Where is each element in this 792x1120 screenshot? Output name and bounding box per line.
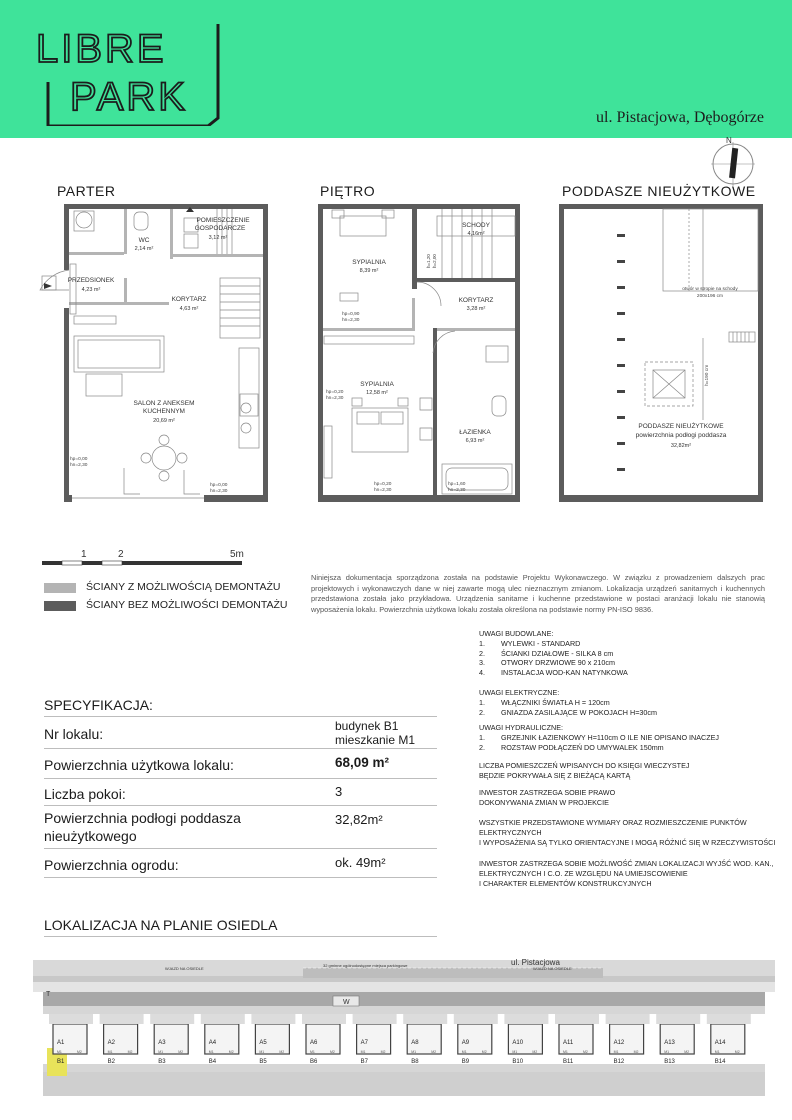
uwagi-bud-item: 1. WYLEWKI - STANDARD xyxy=(479,638,581,648)
spec-row-pu xyxy=(44,749,437,779)
poddasze-area: 32,82m² xyxy=(670,443,692,449)
site-unit-garden xyxy=(555,1014,599,1024)
parter-kor-area: 4,63 m² xyxy=(179,306,199,312)
site-wjazd1: WJAZD NA OSIEDLE xyxy=(165,966,204,971)
uwagi-hyd-item: 2. ROZSTAW PODŁĄCZEŃ DO UMYWALEK 150mm xyxy=(479,742,664,752)
uwagi-p2b: DOKONYWANIA ZMIAN W PROJEKCIE xyxy=(479,798,609,808)
site-unit-label-bottom: B8 xyxy=(411,1059,419,1065)
pietro-kor-name: KORYTARZ xyxy=(458,297,494,304)
spec-nr-val2: mieszkanie M1 xyxy=(335,733,416,747)
location-divider xyxy=(44,936,437,937)
uwagi-bud-item: 2. ŚCIANKI DZIAŁOWE - SILKA 8 cm xyxy=(479,648,614,658)
parter-hp1b: hn=2,30 xyxy=(70,463,88,468)
site-street: ul. Pistacjowa xyxy=(511,958,560,967)
spec-ogrod-val: ok. 49m² xyxy=(335,855,386,870)
libre-park-logo xyxy=(30,22,226,126)
uwagi-bud-item: 4. INSTALACJA WOD-KAN NATYNKOWA xyxy=(479,668,628,678)
spec-ogrod-label: Powierzchnia ogrodu: xyxy=(44,857,179,873)
pietro-floor-plan xyxy=(312,198,524,508)
site-label-w: W xyxy=(343,999,350,1006)
spec-pokoje-val: 3 xyxy=(335,784,343,799)
site-unit-garden xyxy=(504,1014,548,1024)
parter-hp1a: hp=0,00 xyxy=(70,457,88,462)
parter-przed-area: 4,23 m² xyxy=(81,287,101,293)
poddasze-h-label: h=190 cm xyxy=(705,364,710,386)
poddasze-otwor1: otwór w stropie na schody xyxy=(682,287,738,292)
site-unit-label-bottom: B2 xyxy=(107,1059,115,1065)
site-unit-label-bottom: B3 xyxy=(158,1059,166,1065)
site-unit-m2: M2 xyxy=(481,1050,487,1054)
pietro-kor-area: 3,28 m² xyxy=(466,306,486,312)
site-unit-label-top: A2 xyxy=(107,1040,115,1046)
site-unit-m1: M1 xyxy=(208,1050,214,1054)
spec-row-ogrod xyxy=(44,849,437,878)
poddasze-floor-plan xyxy=(553,198,769,508)
logo-line-1: LIBRE xyxy=(36,27,167,71)
pietro-laz-name: ŁAZIENKA xyxy=(459,429,491,436)
parter-salon-name1: SALON Z ANEKSEM xyxy=(133,400,195,407)
spec-pokoje-label: Liczba pokoi: xyxy=(44,786,126,802)
site-unit-garden xyxy=(606,1014,650,1024)
site-unit-m1: M1 xyxy=(714,1050,720,1054)
pietro-hp1a: hp=0,90 xyxy=(342,312,360,317)
compass-n: N xyxy=(726,136,732,145)
site-unit-label-bottom: B1 xyxy=(57,1059,65,1065)
parter-floor-plan xyxy=(34,198,274,508)
spec-pu-label: Powierzchnia użytkowa lokalu: xyxy=(44,757,234,773)
site-unit-m2: M2 xyxy=(228,1050,234,1054)
uwagi-p3b: I WYPOSAŻENIA SĄ TYLKO ORIENTACYJNE I MOGĄ RÓŻNIĆ SIĘ W RZECZYWISTOŚCI xyxy=(479,837,776,847)
site-unit-label-top: A12 xyxy=(613,1040,625,1046)
site-unit-label-top: A4 xyxy=(208,1040,217,1046)
site-unit-label-bottom: B11 xyxy=(563,1059,574,1065)
poddasze-name1: PODDASZE NIEUŻYTKOWE xyxy=(638,423,724,430)
parter-wc-area: 2,14 m² xyxy=(134,246,154,252)
parter-pom-area: 3,12 m² xyxy=(208,235,228,241)
site-unit-garden xyxy=(656,1014,700,1024)
site-unit-m1: M1 xyxy=(360,1050,366,1054)
spec-nr-val1: budynek B1 xyxy=(335,719,399,733)
site-unit-garden xyxy=(201,1014,245,1024)
parter-kor-name: KORYTARZ xyxy=(171,296,207,303)
pietro-syp1-name: SYPIALNIA xyxy=(352,259,386,266)
site-unit-label-bottom: B7 xyxy=(360,1059,368,1065)
site-unit-m2: M2 xyxy=(279,1050,285,1054)
pietro-hp4a: hp=1,60 xyxy=(448,482,466,487)
spec-podd-label2: nieużytkowego xyxy=(44,828,137,844)
site-unit-label-bottom: B6 xyxy=(310,1059,318,1065)
site-unit-garden xyxy=(100,1014,144,1024)
section-title-pietro: PIĘTRO xyxy=(320,183,376,199)
site-unit-garden xyxy=(49,1014,93,1024)
pietro-syp1-area: 8,39 m² xyxy=(359,268,379,274)
site-unit-label-bottom: B4 xyxy=(208,1059,217,1065)
site-unit-garden xyxy=(707,1014,751,1024)
spec-row-nr xyxy=(44,716,437,749)
site-unit-label-top: A6 xyxy=(310,1040,318,1046)
site-unit-label-top: A14 xyxy=(714,1040,726,1046)
site-unit-m2: M2 xyxy=(734,1050,740,1054)
spec-nr-label: Nr lokalu: xyxy=(44,726,104,742)
scale-bar xyxy=(40,548,270,570)
site-unit-m2: M2 xyxy=(77,1050,82,1054)
spec-pu-val: 68,09 m² xyxy=(335,755,390,770)
site-unit-m1: M1 xyxy=(613,1050,619,1054)
legend-swatch-demontable xyxy=(44,583,76,593)
pietro-schody-name: SCHODY xyxy=(462,222,490,229)
site-unit-m1: M1 xyxy=(310,1050,315,1054)
parter-pom-name2: GOSPODARCZE xyxy=(194,225,246,232)
pietro-syp2-name: SYPIALNIA xyxy=(360,381,394,388)
site-unit-m1: M1 xyxy=(259,1050,265,1054)
spec-title: SPECYFIKACJA: xyxy=(44,697,153,713)
site-unit-label-top: A1 xyxy=(57,1040,65,1046)
uwagi-hyd-item: 1. GRZEJNIK ŁAZIENKOWY H=110cm O ILE NIE OPISANO INACZEJ xyxy=(479,733,720,743)
site-unit-m2: M2 xyxy=(330,1050,335,1054)
site-unit-m1: M1 xyxy=(158,1050,164,1054)
pietro-hp5b: h=2,00 xyxy=(432,254,437,268)
logo-line-2: PARK xyxy=(70,75,188,119)
site-unit-label-bottom: B9 xyxy=(461,1059,470,1065)
site-unit-m2: M2 xyxy=(583,1050,588,1054)
site-unit-m2: M2 xyxy=(127,1050,133,1054)
site-unit-m1: M1 xyxy=(664,1050,670,1054)
site-unit-label-bottom: B5 xyxy=(259,1059,267,1065)
pietro-hp3b: hn=2,30 xyxy=(374,488,392,493)
legend-label-fixed: ŚCIANY BEZ MOŻLIWOŚCI DEMONTAŻU xyxy=(86,599,288,611)
site-parking: 32 gminne ogólnodostępne miejsca parkingowe xyxy=(323,963,408,968)
disclaimer-text: Niniejsza dokumentacja sporządzona została na podstawie Projektu Wykonawczego. W związku z prowadzeniem dalszych prac projektowych i wykonawczych dane w niej zawarte mogą ulec nieznacznym zmianom. Lokalizacja urządzeń sanitarnych i kuchennych przedstawiona została jako przykładowa. Urządzenia sanitarne i kuchenne przedstawione w postaci aranżacji lokalu nie stanowią wyposażenia lokalu. Powierzchnia użytkowa lokalu została określona na podstawie normy PN-ISO 9836. xyxy=(311,573,765,614)
spec-row-pokoje xyxy=(44,779,437,806)
uwagi-hyd-title: UWAGI HYDRAULICZNE: xyxy=(479,723,563,733)
pietro-hp2b: hn=2,30 xyxy=(326,396,344,401)
site-unit-m1: M1 xyxy=(57,1050,62,1054)
parter-hp2b: hn=2,30 xyxy=(210,489,228,494)
site-unit-garden xyxy=(302,1014,346,1024)
uwagi-bud-title: UWAGI BUDOWLANE: xyxy=(479,629,554,638)
pietro-hp3a: hp=0,20 xyxy=(374,482,392,487)
site-unit-m1: M1 xyxy=(512,1050,518,1054)
section-title-poddasze: PODDASZE NIEUŻYTKOWE xyxy=(562,183,756,199)
spec-row-poddasze xyxy=(44,806,437,849)
legend-label-demontable: ŚCIANY Z MOŻLIWOŚCIĄ DEMONTAŻU xyxy=(86,581,281,593)
uwagi-block xyxy=(479,629,779,889)
poddasze-otwor2: 200x196 cm xyxy=(696,294,724,299)
scale-tick-5: 5m xyxy=(230,549,244,560)
site-unit-label-bottom: B14 xyxy=(714,1059,726,1065)
site-unit-label-top: A10 xyxy=(512,1040,524,1046)
site-unit-label-top: A13 xyxy=(664,1040,675,1046)
parter-przed-name: PRZEDSIONEK xyxy=(67,277,115,284)
site-unit-label-top: A9 xyxy=(461,1040,470,1046)
site-unit-m2: M2 xyxy=(532,1050,538,1054)
site-unit-garden xyxy=(403,1014,447,1024)
site-unit-label-top: A7 xyxy=(360,1040,368,1046)
site-map-units xyxy=(49,1014,751,1065)
scale-tick-2: 2 xyxy=(118,549,124,560)
parter-salon-area: 20,69 m² xyxy=(153,418,175,424)
location-title: LOKALIZACJA NA PLANIE OSIEDLA xyxy=(44,917,278,933)
uwagi-ele-title: UWAGI ELEKTRYCZNE: xyxy=(479,687,560,697)
site-unit-label-top: A8 xyxy=(411,1040,419,1046)
site-unit-m2: M2 xyxy=(178,1050,184,1054)
site-unit-garden xyxy=(251,1014,295,1024)
uwagi-p3a: WSZYSTKIE PRZEDSTAWIONE WYMIARY ORAZ ROZMIESZCZENIE PUNKTÓW ELEKTRYCZNYCH xyxy=(479,817,747,837)
site-unit-garden xyxy=(353,1014,397,1024)
spec-podd-label1: Powierzchnia podłogi poddasza xyxy=(44,810,241,826)
site-unit-m2: M2 xyxy=(633,1050,639,1054)
site-unit-label-bottom: B13 xyxy=(664,1059,675,1065)
parter-pom-name1: POMIESZCZENIE xyxy=(196,217,250,224)
pietro-schody-area: 4,16m² xyxy=(467,231,485,237)
site-unit-m2: M2 xyxy=(684,1050,690,1054)
uwagi-p1a: LICZBA POMIESZCZEŃ WPISANYCH DO KSIĘGI WIECZYSTEJ xyxy=(479,760,690,770)
site-unit-m1: M1 xyxy=(411,1050,417,1054)
site-unit-label-top: A3 xyxy=(158,1040,166,1046)
scale-tick-1: 1 xyxy=(81,549,87,560)
spec-podd-val: 32,82m² xyxy=(335,812,383,827)
uwagi-ele-item: 2. GNIAZDA ZASILAJĄCE W POKOJACH H=30cm xyxy=(479,707,657,717)
parter-wc-name: WC xyxy=(138,237,150,244)
header-banner xyxy=(0,0,792,138)
site-unit-m1: M1 xyxy=(107,1050,113,1054)
uwagi-p1b: BĘDZIE POKRYWAŁA SIĘ Z BIEŻĄCĄ KARTĄ xyxy=(479,770,631,780)
uwagi-ele-item: 1. WŁĄCZNIKI ŚWIATŁA H = 120cm xyxy=(479,697,610,707)
poddasze-name2: powierzchnia podłogi poddasza xyxy=(635,432,727,439)
uwagi-p2a: INWESTOR ZASTRZEGA SOBIE PRAWO xyxy=(479,788,616,798)
parter-salon-name2: KUCHENNYM xyxy=(143,408,185,415)
site-unit-label-bottom: B12 xyxy=(613,1059,625,1065)
site-label-t: T xyxy=(46,991,51,998)
pietro-hp2a: hp=0,20 xyxy=(326,390,344,395)
address-text: ul. Pistacjowa, Dębogórze xyxy=(596,109,764,126)
site-wjazd2: WJAZD NA OSIEDLE xyxy=(533,966,572,971)
pietro-hp5a: h=1,20 xyxy=(426,254,431,268)
site-unit-garden xyxy=(150,1014,194,1024)
site-unit-m1: M1 xyxy=(461,1050,467,1054)
site-map xyxy=(33,948,775,1098)
pietro-syp2-area: 12,58 m² xyxy=(366,390,388,396)
site-unit-m1: M1 xyxy=(563,1050,568,1054)
section-title-parter: PARTER xyxy=(57,183,116,199)
site-unit-label-top: A11 xyxy=(563,1040,574,1046)
uwagi-p4a: INWESTOR ZASTRZEGA SOBIE MOŻLIWOŚĆ ZMIAN LOKALIZACJI WYJŚĆ WOD. KAN., ELEKTRYCZNYCH I C.O. ZE WZGLĘDU NA UMIEJSCOWIENIE xyxy=(479,859,774,879)
parter-hp2a: hp=0,00 xyxy=(210,483,228,488)
compass-icon xyxy=(706,134,760,190)
pietro-hp4b: hn=2,30 xyxy=(448,488,466,493)
uwagi-p4b: I CHARAKTER ELEMENTÓW KONSTRUKCYJNYCH xyxy=(479,878,652,888)
uwagi-bud-item: 3. OTWORY DRZWIOWE 90 x 210cm xyxy=(479,658,615,668)
site-unit-m2: M2 xyxy=(380,1050,386,1054)
site-unit-garden xyxy=(454,1014,498,1024)
site-unit-label-top: A5 xyxy=(259,1040,267,1046)
site-unit-m2: M2 xyxy=(431,1050,437,1054)
legend-swatch-fixed xyxy=(44,601,76,611)
site-unit-label-bottom: B10 xyxy=(512,1059,524,1065)
pietro-laz-area: 6,93 m² xyxy=(465,438,485,444)
pietro-hp1b: hn=2,30 xyxy=(342,318,360,323)
